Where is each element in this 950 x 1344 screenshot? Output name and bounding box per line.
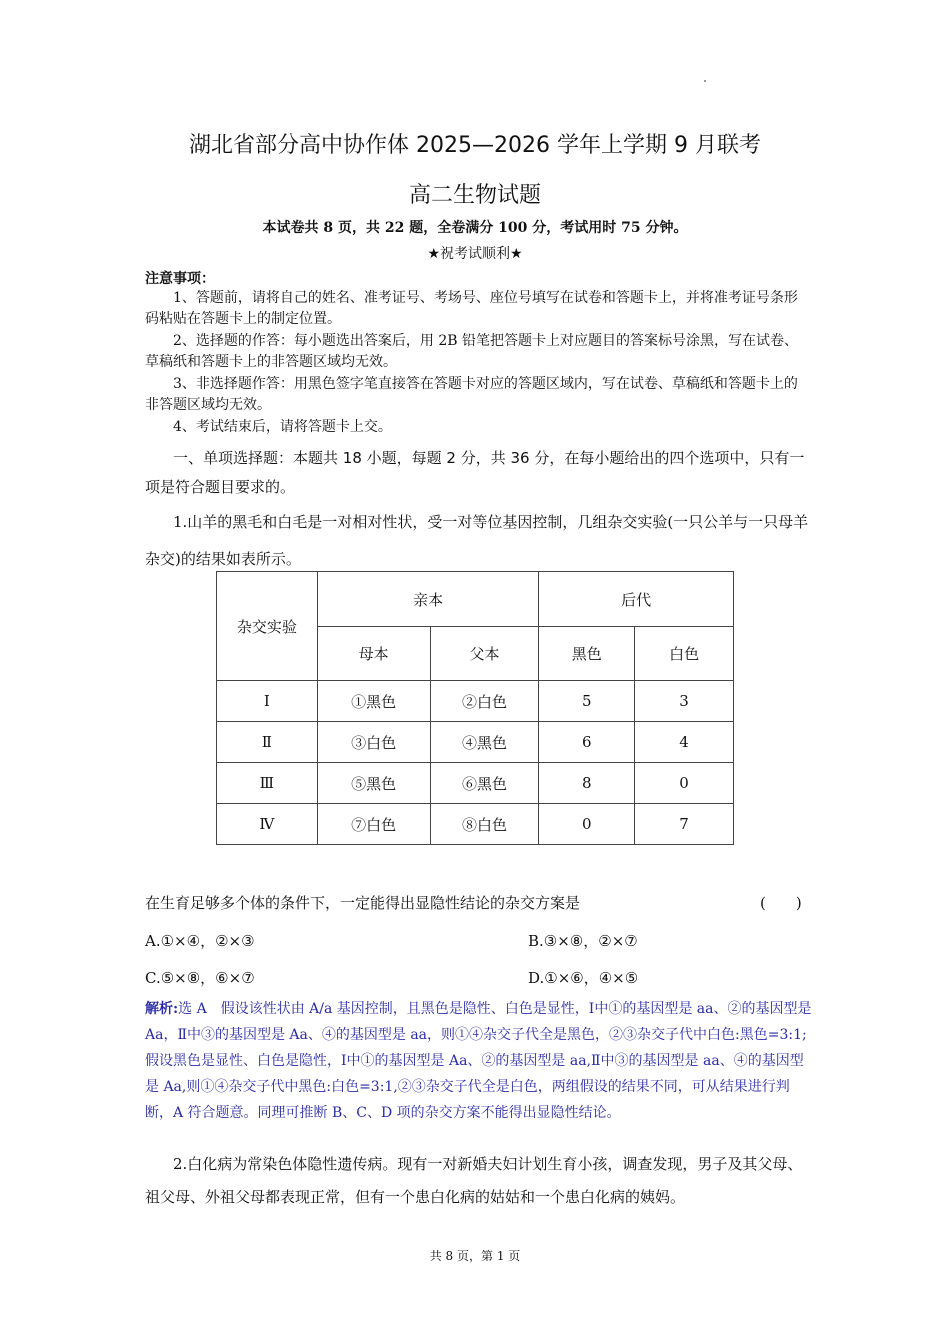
notice-item: 2、选择题的作答：每小题选出答案后，用 2B 铅笔把答题卡上对应题目的答案标号涂黑，写在试卷、草稿纸和答题卡上的非答题区域均无效。 xyxy=(145,333,799,370)
header-offspring: 后代 xyxy=(539,572,734,627)
notice-item: 1、答题前，请将自己的姓名、准考证号、考场号、座位号填写在试卷和答题卡上，并将准考证号条形码粘贴在答题卡上的制定位置。 xyxy=(145,290,798,327)
scan-speck xyxy=(704,80,706,82)
cell-white: 3 xyxy=(635,681,734,722)
exam-title: 湖北省部分高中协作体 2025—2026 学年上学期 9 月联考 xyxy=(189,133,761,158)
cell-white: 4 xyxy=(635,722,734,763)
header-experiment: 杂交实验 xyxy=(217,572,318,681)
cell-mother: ⑤黑色 xyxy=(317,763,430,804)
cell-black: 0 xyxy=(539,804,635,845)
option-b: B.③×⑧，②×⑦ xyxy=(528,932,638,950)
option-c: C.⑤×⑧，⑥×⑦ xyxy=(145,969,255,987)
table-row xyxy=(217,722,734,763)
cell-black: 5 xyxy=(539,681,635,722)
cell-experiment: Ⅰ xyxy=(217,681,318,722)
cell-experiment: Ⅲ xyxy=(217,763,318,804)
section-heading: 一、单项选择题：本题共 18 小题，每题 2 分，共 36 分，在每小题给出的四个选项中，只有一项是符合题目要求的。 xyxy=(145,449,805,496)
exam-subject: 高二生物试题 xyxy=(408,183,541,208)
cell-white: 0 xyxy=(635,763,734,804)
exam-info: 本试卷共 8 页，共 22 题，全卷满分 100 分，考试用时 75 分钟。 xyxy=(262,220,688,236)
cell-father: ④黑色 xyxy=(430,722,539,763)
table-row xyxy=(217,681,734,722)
notice-item: 3、非选择题作答：用黑色签字笔直接答在答题卡对应的答题区域内，写在试卷、草稿纸和答题卡上的非答题区域均无效。 xyxy=(145,376,798,413)
header-white: 白色 xyxy=(635,627,734,681)
header-parents: 亲本 xyxy=(317,572,539,627)
analysis-text: 选 A 假设该性状由 A/a 基因控制，且黑色是隐性、白色是显性，Ⅰ中①的基因型是 aa、②的基因型是 Aa，Ⅱ中③的基因型是 Aa、④的基因型是 aa，则①④杂交子代全是黑色，②③杂交子代中白色:黑色=3:1;假设黑色是显性、白色是隐性，Ⅰ中①的基因型是 Aa、②的基因型是 aa,Ⅱ中③的基因型是 aa、④的基因型是 Aa,则①④杂交子代中黑色:白色=3:1,②③杂交子代全是白色，两组假设的结果不同，可从结果进行判断，A 符合题意。同理可推断 B、C、D 项的杂交方案不能得出显隐性结论。 xyxy=(145,1001,812,1121)
blessing: ★祝考试顺利★ xyxy=(427,246,523,262)
cell-mother: ①黑色 xyxy=(317,681,430,722)
cell-black: 8 xyxy=(539,763,635,804)
cell-father: ②白色 xyxy=(430,681,539,722)
analysis-label: 解析: xyxy=(145,1001,179,1017)
cell-black: 6 xyxy=(539,722,635,763)
cell-mother: ⑦白色 xyxy=(317,804,430,845)
cross-results-table xyxy=(216,571,734,845)
option-a: A.①×④，②×③ xyxy=(145,932,255,950)
header-mother: 母本 xyxy=(317,627,430,681)
cell-father: ⑧白色 xyxy=(430,804,539,845)
notice-title: 注意事项： xyxy=(145,271,215,287)
question-1-stem: 1.山羊的黑毛和白毛是一对相对性状，受一对等位基因控制，几组杂交实验(一只公羊与一只母羊杂交)的结果如表所示。 xyxy=(145,513,809,568)
notice-item: 4、考试结束后，请将答题卡上交。 xyxy=(173,419,392,435)
option-d: D.①×⑥，④×⑤ xyxy=(528,969,639,987)
cell-father: ⑥黑色 xyxy=(430,763,539,804)
question-2-stem: 2.白化病为常染色体隐性遗传病。现有一对新婚夫妇计划生育小孩，调查发现，男子及其父母、祖父母、外祖父母都表现正常，但有一个患白化病的姑姑和一个患白化病的姨妈。 xyxy=(145,1155,803,1206)
header-black: 黑色 xyxy=(539,627,635,681)
cell-white: 7 xyxy=(635,804,734,845)
header-father: 父本 xyxy=(430,627,539,681)
analysis-block xyxy=(145,996,815,1126)
table-row xyxy=(217,804,734,845)
cell-experiment: Ⅳ xyxy=(217,804,318,845)
answer-blank: ( ) xyxy=(760,894,802,912)
table-row xyxy=(217,763,734,804)
cell-mother: ③白色 xyxy=(317,722,430,763)
cell-experiment: Ⅱ xyxy=(217,722,318,763)
question-1-prompt: 在生育足够多个体的条件下，一定能得出显隐性结论的杂交方案是 xyxy=(145,894,581,912)
page-footer: 共 8 页，第 1 页 xyxy=(429,1249,521,1263)
